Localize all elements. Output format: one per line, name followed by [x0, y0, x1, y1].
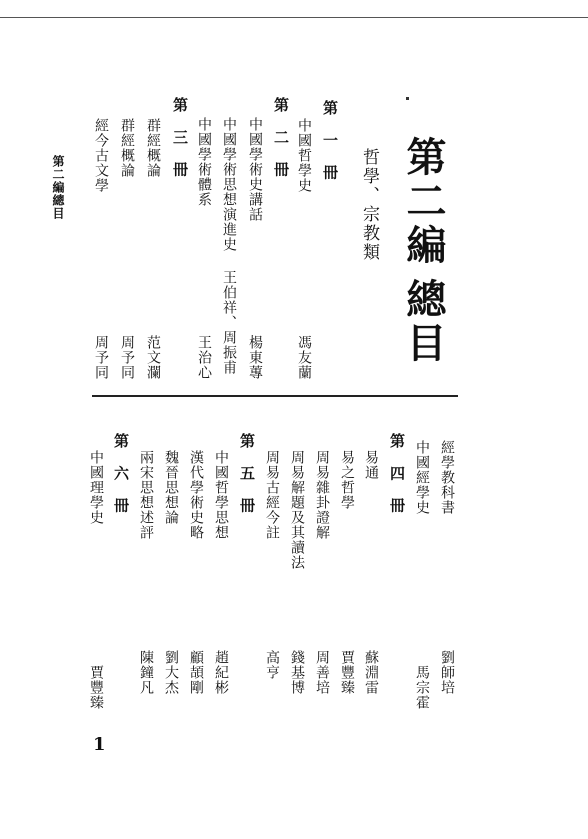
volume-4-label: 第 四 冊	[388, 433, 406, 519]
volume-5-title-3: 魏晉思想論	[163, 450, 179, 525]
volume-1-title-1: 中國哲學史	[296, 118, 312, 193]
pre-title-2: 中國經學史	[414, 440, 430, 515]
pre-author-2: 馬宗霍	[414, 665, 430, 710]
volume-4-title-5: 周易古經今註	[264, 450, 280, 540]
section-title: 第二編	[400, 136, 447, 268]
section-divider	[92, 395, 458, 397]
page-number: 1	[93, 734, 106, 755]
volume-2-label: 第 二 冊	[272, 97, 290, 183]
volume-2-author-2: 王伯祥、周振甫	[221, 270, 237, 375]
volume-2-title-1: 中國學術史講話	[247, 117, 263, 222]
volume-4-author-4: 錢基博	[289, 650, 305, 695]
volume-6-title-1: 中國理學史	[88, 450, 104, 525]
volume-2-title-2: 中國學術思想演進史	[221, 117, 237, 252]
volume-5-title-4: 兩宋思想述評	[138, 450, 154, 540]
volume-3-author-3: 周予同	[93, 335, 109, 380]
volume-6-author-1: 賈豐臻	[88, 665, 104, 710]
volume-5-author-2: 顧頡剛	[188, 650, 204, 695]
volume-3-title-1: 群經概論	[145, 118, 161, 178]
volume-4-title-3: 周易雜卦證解	[314, 450, 330, 540]
volume-5-author-1: 趙紀彬	[213, 650, 229, 695]
volume-5-author-4: 陳鐘凡	[138, 650, 154, 695]
volume-5-title-2: 漢代學術史略	[188, 450, 204, 540]
volume-4-title-1: 易通	[363, 450, 379, 480]
volume-1-author-1: 馮友蘭	[296, 335, 312, 380]
volume-1-label: 第 一 冊	[321, 100, 339, 186]
running-header: 第二編總目	[51, 155, 65, 220]
volume-3-author-2: 周予同	[119, 335, 135, 380]
section-subtitle: 總目	[400, 278, 447, 366]
volume-4-author-3: 周善培	[314, 650, 330, 695]
pre-author-1: 劉師培	[439, 650, 455, 695]
volume-5-label: 第 五 冊	[238, 433, 256, 519]
top-rule	[0, 17, 588, 18]
volume-6-label: 第 六 冊	[112, 433, 130, 519]
pre-title-1: 經學教科書	[439, 440, 455, 515]
volume-4-title-2: 易之哲學	[339, 450, 355, 510]
volume-2-author-1: 楊東蓴	[247, 335, 263, 380]
volume-4-title-4: 周易解題及其讀法	[289, 450, 305, 570]
volume-4-author-1: 蘇淵雷	[363, 650, 379, 695]
volume-4-author-2: 賈豐臻	[339, 650, 355, 695]
volume-2-title-3: 中國學術體系	[196, 117, 212, 207]
category-label: 哲學、宗教類	[359, 148, 379, 262]
volume-2-author-3: 王治心	[196, 335, 212, 380]
ink-dot	[406, 97, 409, 100]
volume-3-label: 第 三 冊	[171, 97, 189, 183]
volume-3-author-1: 范文瀾	[145, 335, 161, 380]
volume-3-title-3: 經今古文學	[93, 118, 109, 193]
volume-5-title-1: 中國哲學思想	[213, 450, 229, 540]
volume-4-author-5: 高亨	[264, 650, 280, 680]
volume-5-author-3: 劉大杰	[163, 650, 179, 695]
volume-3-title-2: 群經概論	[119, 118, 135, 178]
